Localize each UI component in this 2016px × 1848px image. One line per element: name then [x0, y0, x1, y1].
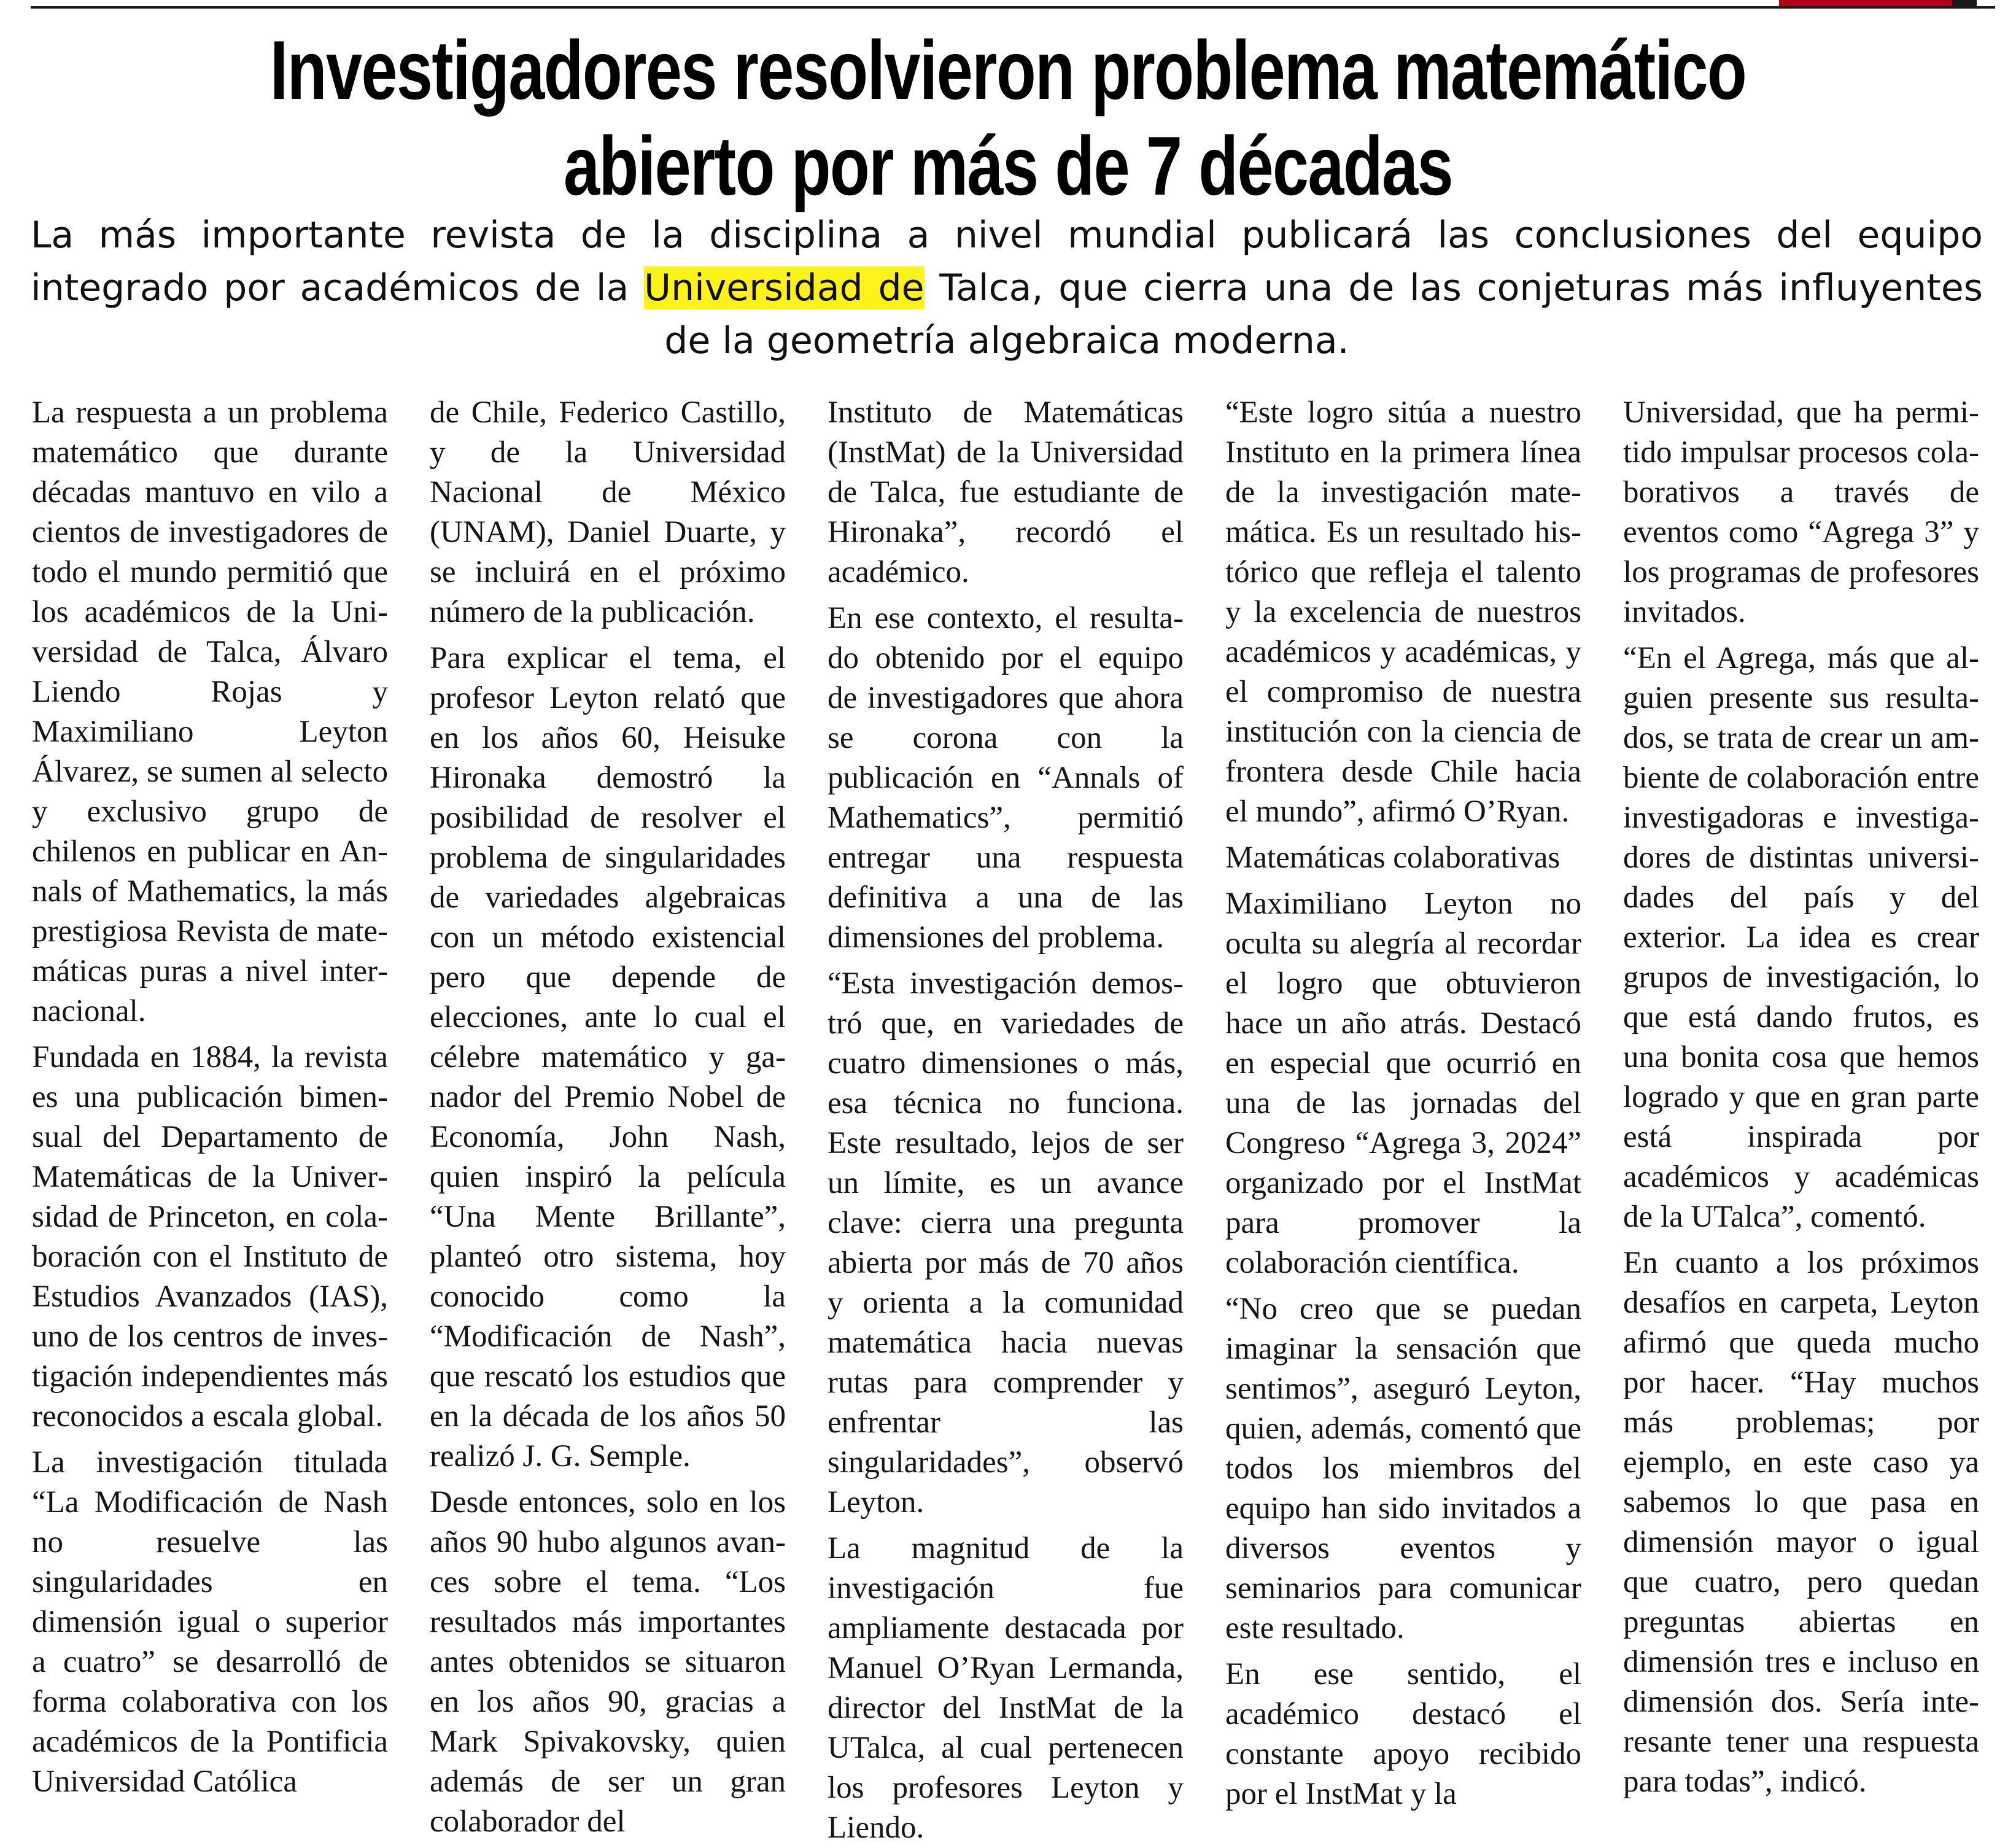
article-column-3 — [828, 393, 1184, 1845]
headline: Investigadores resolvieron problema matemático abierto por más de 7 décadas — [269, 23, 1747, 212]
paragraph: La respuesta a un problema matemático que durante décadas mantuvo en vilo a cientos de investigadores de todo el mundo permitió que los académicos de la Universidad de Talca, Álvaro Liendo Rojas y Maximiliano Leyton Álvarez, se sumen al selecto y exclusivo grupo de chilenos en publicar en Annals of Mathematics, la más prestigiosa Revista de matemáticas puras a nivel internacional. — [32, 395, 388, 1028]
article-column-5 — [1623, 393, 1979, 1799]
subhead-text-before: La más importante revista de la disciplina a nivel mundial publicará las conclusiones del equipo integrado por académicos de la — [31, 214, 1983, 309]
paragraph: Maximiliano Leyton no oculta su alegría al recordar el logro que obtuvieron hace un año atrás. Destacó en especial que ocurrió en una de las jornadas del Congreso “Agrega 3, 2024” organizado por el InstMat para promover la colaboración científica. — [1225, 887, 1581, 1280]
paragraph: En ese sentido, el académico destacó el constante apoyo recibido por el InstMat y la — [1225, 1657, 1581, 1811]
paragraph: En ese contexto, el resultado obtenido por el equipo de investigadores que ahora se corona con la publicación en “Annals of Mathematics”, permitió entregar una respuesta definitiva a una de las dimensiones del problema. — [828, 601, 1184, 955]
page-corner-mark — [1952, 0, 1977, 7]
paragraph: Desde entonces, solo en los años 90 hubo algunos avances sobre el tema. “Los resultados más importantes antes obtenidos se situaron en los años 90, gracias a Mark Spivakovsky, quien además de ser un gran colaborador del — [430, 1485, 786, 1839]
paragraph: La magnitud de la investigación fue ampliamente destacada por Manuel O’Ryan Lermanda, director del InstMat de la UTalca, al cual pertenecen los profesores Leyton y Liendo. — [828, 1531, 1184, 1845]
paragraph: Para explicar el tema, el profesor Leyton relató que en los años 60, Heisuke Hironaka demostró la posibilidad de resolver el problema de singularidades de variedades algebraicas con un método existencial pero que depende de elecciones, ante lo cual el célebre matemático y ganador del Premio Nobel de Economía, John Nash, quien inspiró la película “Una Mente Brillante”, planteó otro sistema, hoy conocido como la “Modificación de Nash”, que rescató los estudios que en la década de los años 50 realizó J. G. Semple. — [430, 641, 786, 1473]
paragraph: de Chile, Federico Castillo, y de la Universidad Nacional de México (UNAM), Daniel Duarte, y se incluirá en el próximo número de la publicación. — [430, 395, 786, 629]
paragraph: Fundada en 1884, la revista es una publicación bimensual del Departamento de Matemáticas de la Universidad de Princeton, en colaboración con el Instituto de Estudios Avanzados (IAS), uno de los centros de investigación independientes más reconocidos a escala global. — [32, 1040, 388, 1434]
article-column-2 — [430, 393, 786, 1839]
paragraph: La investigación titulada “La Modificación de Nash no resuelve las singularidades en dimensión igual o superior a cuatro” se desarrolló de forma colaborativa con los académicos de la Pontificia Universidad Católica — [32, 1445, 388, 1799]
paragraph: En cuanto a los próximos desafíos en carpeta, Leyton afirmó que queda mucho por hacer. “Hay muchos más problemas; por ejemplo, en este caso ya sabemos lo que pasa en dimensión mayor o igual que cuatro, pero quedan preguntas abiertas en dimensión tres e incluso en dimensión dos. Sería interesante tener una respuesta para todas”, indicó. — [1623, 1246, 1979, 1799]
paragraph: “En el Agrega, más que alguien presente sus resultados, se trata de crear un ambiente de colaboración entre investigadoras e investigadores de distintas universidades del país y del exterior. La idea es crear grupos de investigación, lo que está dando frutos, es una bonita cosa que hemos logrado y que en gran parte está inspirada por académicos y académicas de la UTalca”, comentó. — [1623, 641, 1979, 1234]
article-column-1 — [32, 393, 388, 1799]
section-heading: Matemáticas colaborativas — [1225, 841, 1560, 875]
paragraph: “No creo que se puedan imaginar la sensación que sentimos”, aseguró Leyton, quien, además, comentó que todos los miembros del equipo han sido invitados a diversos eventos y seminarios para comunicar este resultado. — [1225, 1292, 1581, 1645]
paragraph: Instituto de Matemáticas (InstMat) de la Universidad de Talca, fue estudiante de Hironaka”, recordó el académico. — [828, 395, 1184, 589]
subhead-highlight: Universidad de — [644, 266, 925, 309]
paragraph: Universidad, que ha permitido impulsar procesos colaborativos a través de eventos como “Agrega 3” y los programas de profesores invitados. — [1623, 395, 1979, 629]
paragraph: “Esta investigación demostró que, en variedades de cuatro dimensiones o más, esa técnica no funciona. Este resultado, lejos de ser un límite, es un avance clave: cierra una pregunta abierta por más de 70 años y orienta a la comunidad matemática hacia nuevas rutas para comprender y enfrentar las singularidades”, observó Leyton. — [828, 966, 1184, 1520]
top-rule — [31, 6, 1995, 9]
paragraph: “Este logro sitúa a nuestro Instituto en la primera línea de la investigación matemática. Es un resultado histórico que refleja el talento y la excelencia de nuestros académicos y académicas, y el compromiso de nuestra institución con la ciencia de frontera desde Chile hacia el mundo”, afirmó O’Ryan. — [1225, 395, 1581, 829]
article-body — [32, 393, 1979, 1845]
section-color-bar — [1779, 0, 1952, 6]
subhead-text-after: Talca, que cierra una de las conjeturas más influyentes de la geometría algebraica moderna. — [664, 266, 1983, 362]
subheadline — [31, 209, 1983, 367]
article-column-4 — [1225, 393, 1581, 1811]
